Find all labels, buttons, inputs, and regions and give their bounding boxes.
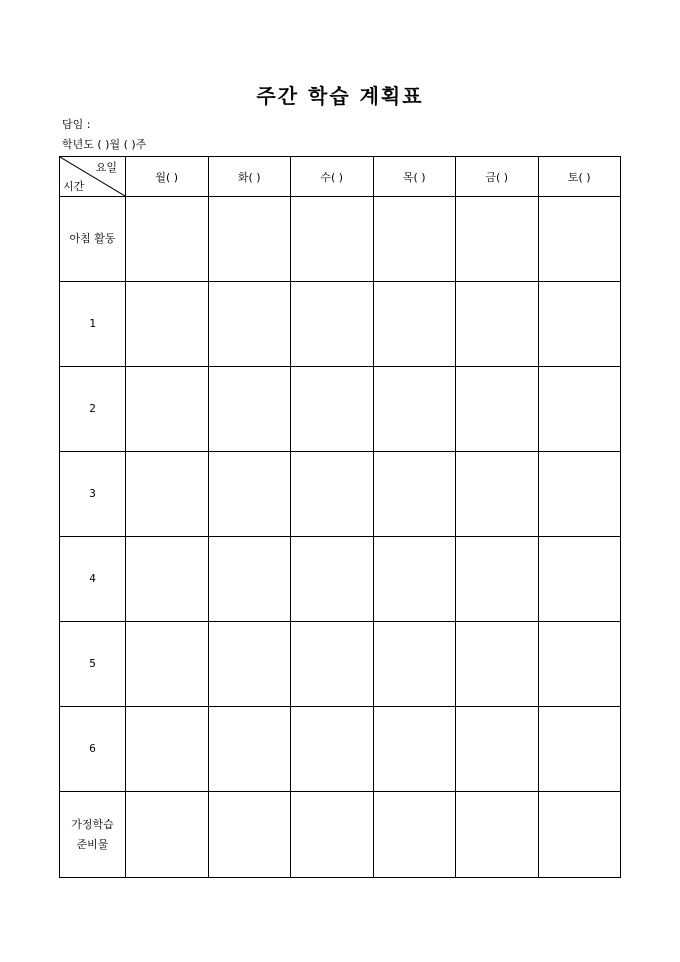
teacher-label: 담임 :: [62, 118, 91, 131]
plan-cell[interactable]: [208, 197, 291, 282]
row-label-period-6: 6: [60, 707, 126, 792]
row-label-homework: [60, 792, 126, 878]
plan-cell[interactable]: [456, 537, 539, 622]
plan-cell[interactable]: [291, 622, 374, 707]
plan-cell[interactable]: [538, 622, 621, 707]
table-row: [60, 792, 621, 878]
homework-label: 가정학습: [71, 817, 114, 831]
corner-cell: [60, 157, 126, 197]
row-label-period-3: 3: [60, 452, 126, 537]
table-row: [60, 282, 621, 367]
plan-cell[interactable]: [373, 367, 456, 452]
plan-cell[interactable]: [456, 622, 539, 707]
table-row: [60, 622, 621, 707]
table-row: [60, 452, 621, 537]
plan-cell[interactable]: [291, 452, 374, 537]
plan-cell[interactable]: [208, 452, 291, 537]
corner-day-label: 요일: [95, 161, 117, 174]
plan-cell[interactable]: [456, 367, 539, 452]
day-header: 금( ): [456, 157, 539, 197]
plan-cell[interactable]: [373, 792, 456, 878]
plan-cell[interactable]: [126, 282, 209, 367]
plan-cell[interactable]: [126, 452, 209, 537]
table-row: [60, 707, 621, 792]
plan-cell[interactable]: [208, 707, 291, 792]
plan-cell[interactable]: [291, 792, 374, 878]
plan-cell[interactable]: [126, 197, 209, 282]
plan-cell[interactable]: [538, 367, 621, 452]
plan-cell[interactable]: [373, 537, 456, 622]
table-row: [60, 367, 621, 452]
corner-time-label: 시간: [63, 180, 85, 193]
plan-cell[interactable]: [291, 537, 374, 622]
plan-cell[interactable]: [126, 622, 209, 707]
plan-cell[interactable]: [126, 792, 209, 878]
plan-cell[interactable]: [373, 452, 456, 537]
row-label-morning: 아침 활동: [60, 197, 126, 282]
day-header: 수( ): [291, 157, 374, 197]
plan-cell[interactable]: [126, 367, 209, 452]
plan-cell[interactable]: [291, 197, 374, 282]
plan-cell[interactable]: [208, 282, 291, 367]
plan-cell[interactable]: [208, 622, 291, 707]
table-row: [60, 197, 621, 282]
week-label: 학년도 ( )월 ( )주: [62, 138, 147, 151]
row-label-period-1: 1: [60, 282, 126, 367]
supplies-label: 준비물: [76, 837, 109, 851]
plan-cell[interactable]: [373, 282, 456, 367]
plan-cell[interactable]: [373, 622, 456, 707]
day-header: 화( ): [208, 157, 291, 197]
plan-cell[interactable]: [291, 367, 374, 452]
day-header: 목( ): [373, 157, 456, 197]
plan-cell[interactable]: [456, 452, 539, 537]
row-label-period-2: 2: [60, 367, 126, 452]
plan-cell[interactable]: [538, 792, 621, 878]
plan-cell[interactable]: [291, 707, 374, 792]
page-title: 주간 학습 계획표: [256, 84, 424, 108]
plan-cell[interactable]: [456, 792, 539, 878]
table-row: [60, 537, 621, 622]
plan-cell[interactable]: [538, 452, 621, 537]
plan-cell[interactable]: [456, 707, 539, 792]
plan-cell[interactable]: [373, 707, 456, 792]
plan-cell[interactable]: [456, 282, 539, 367]
row-label-period-5: 5: [60, 622, 126, 707]
day-header: 월( ): [126, 157, 209, 197]
day-header: 토( ): [538, 157, 621, 197]
weekly-plan-table: [59, 156, 621, 878]
plan-cell[interactable]: [208, 367, 291, 452]
row-label-period-4: 4: [60, 537, 126, 622]
header-row: [60, 157, 621, 197]
plan-cell[interactable]: [208, 537, 291, 622]
plan-cell[interactable]: [456, 197, 539, 282]
plan-cell[interactable]: [373, 197, 456, 282]
plan-cell[interactable]: [538, 537, 621, 622]
plan-cell[interactable]: [126, 537, 209, 622]
plan-cell[interactable]: [538, 707, 621, 792]
plan-cell[interactable]: [538, 282, 621, 367]
plan-cell[interactable]: [291, 282, 374, 367]
plan-cell[interactable]: [538, 197, 621, 282]
plan-cell[interactable]: [208, 792, 291, 878]
plan-cell[interactable]: [126, 707, 209, 792]
